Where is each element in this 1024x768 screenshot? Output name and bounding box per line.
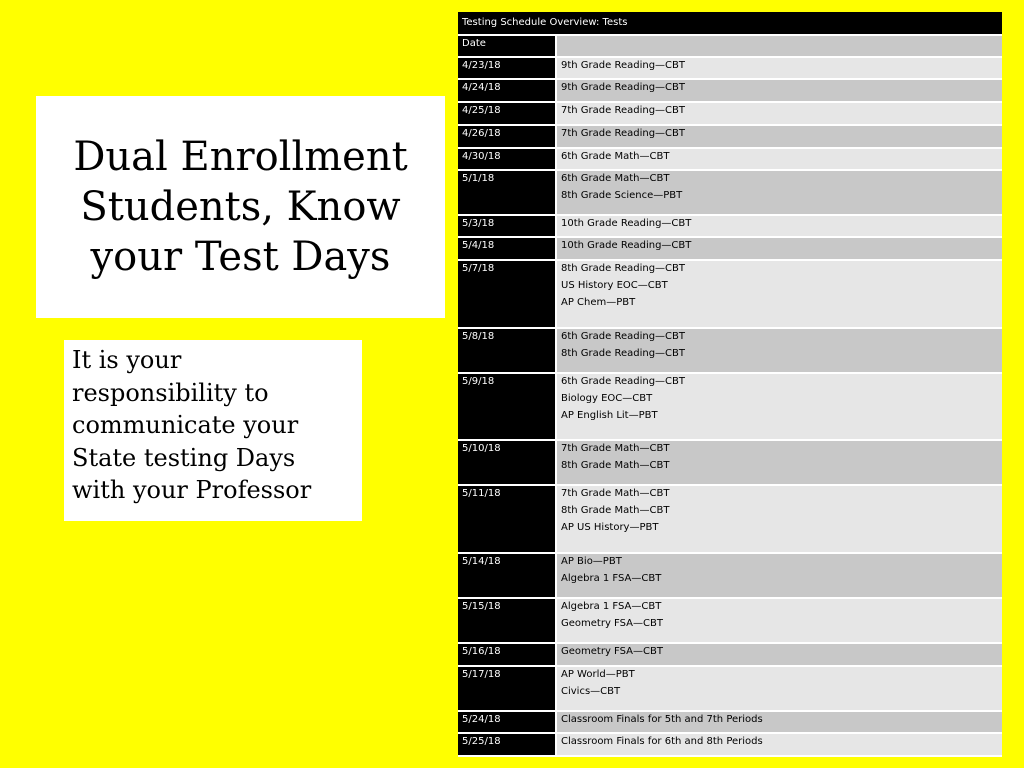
- test-entry: 7th Grade Reading—CBT: [561, 128, 686, 139]
- tests-cell: [556, 598, 1002, 643]
- table-row: [458, 733, 1002, 756]
- testing-schedule-table: [458, 12, 1002, 757]
- tests-cell: [556, 260, 1002, 328]
- test-entry: Geometry FSA—CBT: [561, 617, 663, 629]
- test-entry: 6th Grade Math—CBT: [561, 151, 670, 162]
- tests-cell: [556, 643, 1002, 666]
- slide-note-box: [64, 340, 362, 521]
- tests-cell: [556, 125, 1002, 148]
- test-entry: Biology EOC—CBT: [561, 392, 653, 404]
- tests-cell: [556, 148, 1002, 170]
- test-entry: 7th Grade Math—CBT: [561, 488, 670, 499]
- test-entry: AP Chem—PBT: [561, 296, 636, 308]
- date-cell: 5/15/18: [458, 598, 556, 643]
- test-entry: 6th Grade Math—CBT: [561, 173, 670, 184]
- date-cell: 5/11/18: [458, 485, 556, 553]
- test-entry: Algebra 1 FSA—CBT: [561, 601, 662, 612]
- table-row: [458, 373, 1002, 440]
- table-row: [458, 485, 1002, 553]
- date-cell: 5/1/18: [458, 170, 556, 215]
- date-cell: 4/24/18: [458, 79, 556, 102]
- table-row: [458, 79, 1002, 102]
- test-entry: Classroom Finals for 6th and 8th Periods: [561, 736, 763, 747]
- table-row: [458, 170, 1002, 215]
- date-cell: 5/24/18: [458, 711, 556, 733]
- test-entry: AP Bio—PBT: [561, 556, 622, 567]
- date-cell: 5/7/18: [458, 260, 556, 328]
- slide-note: It is your responsibility to communicate your State testing Days with your Professor: [72, 346, 312, 504]
- test-entry: Geometry FSA—CBT: [561, 646, 663, 657]
- test-entry: 8th Grade Reading—CBT: [561, 263, 686, 274]
- tests-cell: [556, 79, 1002, 102]
- table-row: [458, 643, 1002, 666]
- tests-cell: [556, 711, 1002, 733]
- table-title: Testing Schedule Overview: Tests: [458, 12, 1002, 35]
- date-cell: 4/23/18: [458, 57, 556, 79]
- date-cell: 5/25/18: [458, 733, 556, 756]
- test-entry: US History EOC—CBT: [561, 279, 668, 291]
- test-entry: Classroom Finals for 5th and 7th Periods: [561, 714, 763, 725]
- tests-cell: [556, 102, 1002, 125]
- test-entry: 7th Grade Reading—CBT: [561, 105, 686, 116]
- date-cell: 5/4/18: [458, 237, 556, 260]
- date-cell: 4/26/18: [458, 125, 556, 148]
- date-cell: 5/3/18: [458, 215, 556, 237]
- tests-cell: [556, 237, 1002, 260]
- tests-cell: [556, 170, 1002, 215]
- table-row: [458, 328, 1002, 373]
- table-row: [458, 711, 1002, 733]
- tests-cell: [556, 733, 1002, 756]
- tests-cell: [556, 440, 1002, 485]
- test-entry: 8th Grade Science—PBT: [561, 189, 683, 201]
- test-entry: AP World—PBT: [561, 669, 635, 680]
- test-entry: 6th Grade Reading—CBT: [561, 376, 686, 387]
- date-header-row: [458, 35, 1002, 57]
- tests-cell: [556, 553, 1002, 598]
- table-row: [458, 237, 1002, 260]
- test-entry: 10th Grade Reading—CBT: [561, 218, 692, 229]
- tests-column-header: [556, 35, 1002, 57]
- test-entry: 6th Grade Reading—CBT: [561, 331, 686, 342]
- test-entry: 8th Grade Math—CBT: [561, 504, 670, 516]
- slide-title: Dual Enrollment Students, Know your Test Days: [73, 134, 408, 280]
- tests-cell: [556, 373, 1002, 440]
- date-column-header: Date: [458, 35, 556, 57]
- table-row: [458, 125, 1002, 148]
- date-cell: 5/8/18: [458, 328, 556, 373]
- test-entry: 9th Grade Reading—CBT: [561, 60, 686, 71]
- table-row: [458, 260, 1002, 328]
- test-entry: 8th Grade Math—CBT: [561, 459, 670, 471]
- tests-cell: [556, 485, 1002, 553]
- test-entry: 10th Grade Reading—CBT: [561, 240, 692, 251]
- test-entry: Algebra 1 FSA—CBT: [561, 572, 662, 584]
- test-entry: AP English Lit—PBT: [561, 409, 658, 421]
- test-entry: 9th Grade Reading—CBT: [561, 82, 686, 93]
- date-cell: 4/25/18: [458, 102, 556, 125]
- slide-title-box: [36, 96, 445, 318]
- tests-cell: [556, 215, 1002, 237]
- tests-cell: [556, 328, 1002, 373]
- table-row: [458, 598, 1002, 643]
- table-row: [458, 440, 1002, 485]
- test-entry: 7th Grade Math—CBT: [561, 443, 670, 454]
- table-row: [458, 215, 1002, 237]
- tests-cell: [556, 666, 1002, 711]
- date-cell: 5/10/18: [458, 440, 556, 485]
- schedule-body: [458, 35, 1002, 756]
- date-cell: 5/16/18: [458, 643, 556, 666]
- tests-cell: [556, 57, 1002, 79]
- date-cell: 5/9/18: [458, 373, 556, 440]
- test-entry: Civics—CBT: [561, 685, 621, 697]
- table-row: [458, 102, 1002, 125]
- date-cell: 4/30/18: [458, 148, 556, 170]
- date-cell: 5/17/18: [458, 666, 556, 711]
- test-entry: 8th Grade Reading—CBT: [561, 347, 686, 359]
- table-row: [458, 148, 1002, 170]
- table-row: [458, 553, 1002, 598]
- date-cell: 5/14/18: [458, 553, 556, 598]
- table-row: [458, 666, 1002, 711]
- table-row: [458, 57, 1002, 79]
- test-entry: AP US History—PBT: [561, 521, 659, 533]
